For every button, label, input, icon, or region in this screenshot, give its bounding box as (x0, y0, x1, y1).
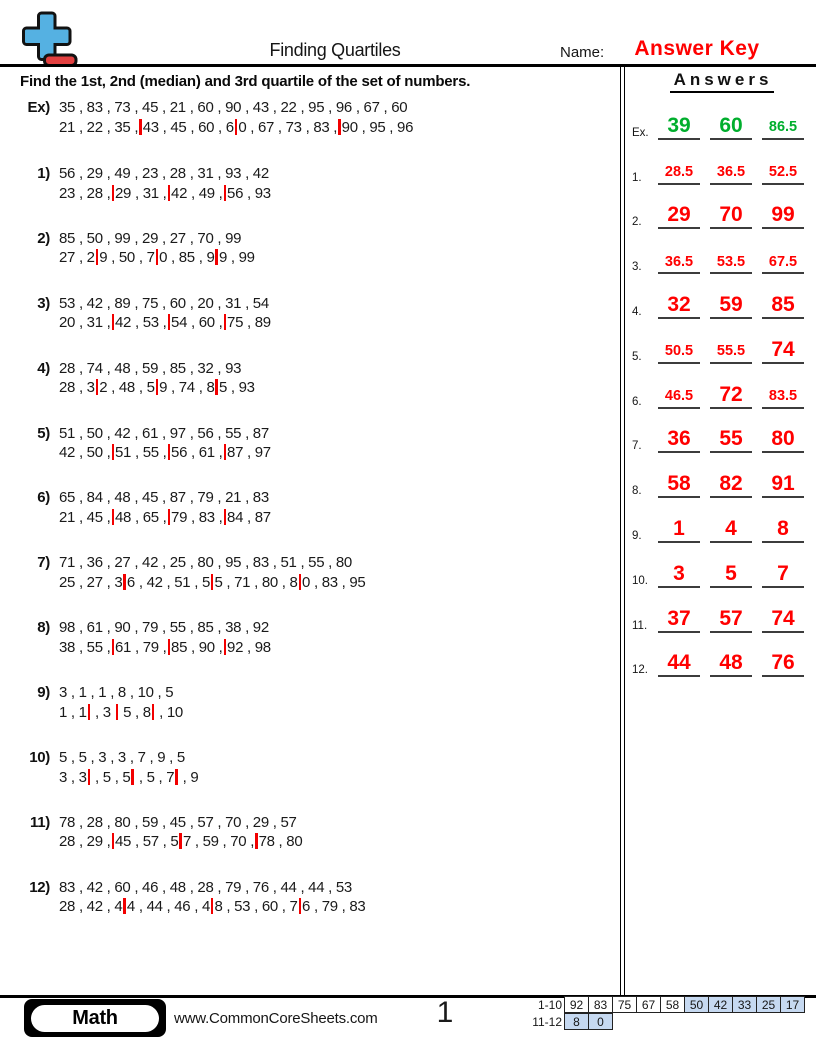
header-rule (0, 64, 816, 67)
answer-label: 3. (632, 261, 642, 274)
answer-row (632, 364, 814, 409)
sorted-segment: 21 , 45 , (59, 508, 111, 526)
quartile-bar (215, 249, 218, 265)
answer-value: 80 (762, 428, 804, 453)
problem-row (18, 98, 613, 164)
sorted-segment: 90 , 95 , 96 (341, 118, 414, 136)
score-row (520, 1013, 805, 1030)
answer-value: 55.5 (710, 344, 752, 364)
plus-icon (24, 13, 71, 60)
answer-value: 74 (762, 339, 804, 364)
problem-lines (59, 683, 183, 748)
answer-row (632, 140, 814, 185)
answer-value: 58 (658, 473, 700, 498)
quartile-bar (112, 639, 115, 655)
sorted-segment: 38 , 55 , (59, 638, 111, 656)
problem-lines (59, 294, 271, 359)
answer-value: 29 (658, 204, 700, 229)
sorted-segment: , 9 (178, 768, 199, 786)
score-cell: 42 (708, 996, 733, 1013)
problem-lines (59, 229, 255, 294)
answer-row (632, 588, 814, 633)
problem-sorted-line (59, 832, 302, 852)
problems-list (18, 98, 613, 943)
answer-value: 37 (658, 608, 700, 633)
quartile-bar (156, 249, 159, 265)
answer-value: 7 (762, 563, 804, 588)
answers-heading: Answers (632, 70, 812, 93)
score-cell: 33 (732, 996, 757, 1013)
sorted-segment: 0 , 85 , 9 (159, 249, 215, 267)
quartile-bar (168, 444, 171, 460)
sorted-segment: 2 , 48 , 5 (99, 379, 155, 397)
answer-row (632, 543, 814, 588)
sorted-segment: 23 , 28 , (59, 184, 111, 202)
score-cell: 0 (588, 1013, 613, 1030)
answer-key-label: Answer Key (634, 37, 760, 60)
problem-lines (59, 424, 271, 489)
problem-label: 12) (29, 878, 50, 896)
sorted-segment: , 5 , 7 (134, 768, 175, 786)
problem-unsorted-line: 65 , 84 , 48 , 45 , 87 , 79 , 21 , 83 (59, 489, 269, 507)
quartile-bar (299, 898, 302, 914)
answer-value: 82 (710, 473, 752, 498)
answer-value: 3 (658, 563, 700, 588)
answer-value: 59 (710, 294, 752, 319)
sorted-segment: 84 , 87 (227, 508, 271, 526)
answer-value: 83.5 (762, 389, 804, 409)
quartile-bar (96, 379, 99, 395)
answer-value: 28.5 (658, 165, 700, 185)
sorted-segment: 61 , 79 , (115, 638, 167, 656)
sorted-segment: 8 , 53 , 60 , 7 (214, 898, 298, 916)
column-divider (620, 67, 625, 995)
quartile-bar (299, 574, 302, 590)
score-cell: 67 (636, 996, 661, 1013)
sorted-segment: 48 , 65 , (115, 508, 167, 526)
answer-value: 85 (762, 294, 804, 319)
problem-label: Ex) (27, 99, 50, 116)
sorted-segment: 0 , 83 , 95 (302, 573, 366, 591)
sorted-segment: 54 , 60 , (171, 314, 223, 332)
problem-lines (59, 164, 271, 229)
problem-label: 7) (37, 554, 50, 572)
sorted-segment: 6 , 42 , 51 , 5 (126, 573, 210, 591)
problem-lines (59, 98, 413, 164)
quartile-bar (215, 379, 218, 395)
quartile-bar (116, 704, 119, 720)
score-cell: 83 (588, 996, 613, 1013)
problem-sorted-line (59, 118, 413, 138)
problem-sorted-line (59, 573, 365, 593)
quartile-bar (139, 119, 142, 135)
problem-row (18, 359, 613, 424)
answer-label: 2. (632, 216, 642, 229)
problem-unsorted-line: 3 , 1 , 1 , 8 , 10 , 5 (59, 684, 174, 702)
answer-value: 5 (710, 563, 752, 588)
sorted-segment: 5 , 93 (218, 379, 255, 397)
answer-value: 1 (658, 518, 700, 543)
score-cell: 8 (564, 1013, 589, 1030)
quartile-bar (112, 314, 115, 330)
problem-sorted-line (59, 768, 198, 788)
sorted-segment: 1 , 1 (59, 703, 87, 721)
sorted-segment: 6 , 79 , 83 (302, 898, 366, 916)
answer-row (632, 319, 814, 364)
problem-row (18, 229, 613, 294)
sorted-segment: , 3 (91, 703, 115, 721)
problem-lines (59, 618, 271, 683)
sorted-segment: 4 , 44 , 46 , 4 (126, 898, 210, 916)
problem-unsorted-line: 35 , 83 , 73 , 45 , 21 , 60 , 90 , 43 , 22 , 95 , 96 , 67 , 60 (59, 99, 408, 116)
sorted-segment: 78 , 80 (258, 833, 303, 851)
problem-sorted-line (59, 897, 365, 917)
quartile-bar (112, 185, 115, 201)
answer-value: 48 (710, 652, 752, 677)
answer-row (632, 453, 814, 498)
quartile-bar (131, 769, 134, 785)
problem-row (18, 294, 613, 359)
problem-label: 6) (37, 489, 50, 507)
problem-label: 2) (37, 229, 50, 247)
quartile-bar (255, 833, 258, 849)
score-table (520, 996, 805, 1030)
answer-value: 52.5 (762, 165, 804, 185)
answer-value: 99 (762, 204, 804, 229)
problem-label: 1) (37, 165, 50, 182)
page-number: 1 (436, 996, 454, 1029)
problem-label: 8) (37, 619, 50, 637)
answer-value: 70 (710, 204, 752, 229)
problem-row (18, 683, 613, 748)
sorted-segment: 9 , 50 , 7 (99, 249, 155, 267)
sorted-segment: 5 , 71 , 80 , 8 (214, 573, 298, 591)
sorted-segment: , 5 , 5 (91, 768, 131, 786)
answer-label: Ex. (632, 126, 649, 139)
quartile-bar (235, 119, 238, 135)
score-cell: 92 (564, 996, 589, 1013)
quartile-bar (112, 509, 115, 525)
problem-label: 9) (37, 684, 50, 702)
quartile-bar (224, 444, 227, 460)
score-row-label: 11-12 (532, 1014, 562, 1029)
math-badge (24, 999, 166, 1037)
sorted-segment: 7 , 59 , 70 , (182, 833, 255, 851)
answer-value: 72 (710, 384, 752, 409)
answer-value: 36 (658, 428, 700, 453)
problem-label: 4) (37, 359, 50, 377)
answer-value: 74 (762, 608, 804, 633)
problem-sorted-line (59, 638, 271, 658)
quartile-bar (156, 379, 159, 395)
answer-row (632, 95, 814, 140)
problem-row (18, 748, 613, 813)
quartile-bar (168, 509, 171, 525)
problem-label: 3) (37, 294, 50, 312)
problem-lines (59, 553, 365, 618)
problem-unsorted-line: 53 , 42 , 89 , 75 , 60 , 20 , 31 , 54 (59, 294, 269, 312)
sorted-segment: 28 , 42 , 4 (59, 898, 123, 916)
answer-value: 8 (762, 518, 804, 543)
problem-lines (59, 488, 271, 553)
sorted-segment: 3 , 3 (59, 768, 87, 786)
answer-label: 9. (632, 529, 642, 542)
answer-value: 36.5 (710, 165, 752, 185)
sorted-segment: 9 , 99 (218, 249, 255, 267)
answer-label: 7. (632, 440, 642, 453)
score-cell: 50 (684, 996, 709, 1013)
answer-label: 10. (632, 574, 648, 587)
name-label: Name: (560, 44, 605, 61)
quartile-bar (152, 704, 155, 720)
problem-label: 10) (29, 749, 50, 767)
sorted-segment: 87 , 97 (227, 444, 271, 462)
problem-row (18, 424, 613, 489)
problem-unsorted-line: 5 , 5 , 3 , 3 , 7 , 9 , 5 (59, 749, 185, 767)
sorted-segment: 56 , 93 (227, 184, 271, 202)
site-url: www.CommonCoreSheets.com (174, 1010, 378, 1027)
problem-lines (59, 878, 365, 943)
answer-label: 6. (632, 395, 642, 408)
quartile-bar (112, 444, 115, 460)
sorted-segment: 75 , 89 (227, 314, 271, 332)
answer-value: 53.5 (710, 255, 752, 275)
sorted-segment: 42 , 50 , (59, 444, 111, 462)
problem-row (18, 488, 613, 553)
page-title: Finding Quartiles (269, 40, 401, 60)
problem-unsorted-line: 85 , 50 , 99 , 29 , 27 , 70 , 99 (59, 229, 242, 247)
answer-value: 46.5 (658, 389, 700, 409)
quartile-bar (168, 639, 171, 655)
problem-row (18, 164, 613, 229)
answer-value: 50.5 (658, 344, 700, 364)
instruction-text: Find the 1st, 2nd (median) and 3rd quartile of the set of numbers. (20, 73, 471, 90)
problem-unsorted-line: 56 , 29 , 49 , 23 , 28 , 31 , 93 , 42 (59, 165, 269, 182)
quartile-bar (112, 833, 115, 849)
answer-row (632, 498, 814, 543)
quartile-bar (96, 249, 99, 265)
quartile-bar (123, 898, 126, 914)
score-cell: 25 (756, 996, 781, 1013)
problem-row (18, 878, 613, 943)
answer-value: 36.5 (658, 255, 700, 275)
problem-label: 11) (30, 813, 50, 831)
sorted-segment: 27 , 2 (59, 249, 95, 267)
answer-value: 91 (762, 473, 804, 498)
sorted-segment: 25 , 27 , 3 (59, 573, 123, 591)
answer-label: 12. (632, 664, 648, 677)
answer-value: 67.5 (762, 255, 804, 275)
score-row (520, 996, 805, 1013)
sorted-segment: 28 , 29 , (59, 833, 111, 851)
quartile-bar (168, 314, 171, 330)
answer-row (632, 185, 814, 230)
problem-lines (59, 813, 302, 878)
problem-lines (59, 359, 255, 424)
problem-unsorted-line: 51 , 50 , 42 , 61 , 97 , 56 , 55 , 87 (59, 424, 269, 442)
answer-label: 5. (632, 350, 642, 363)
sorted-segment: 56 , 61 , (171, 444, 223, 462)
answer-value: 4 (710, 518, 752, 543)
problem-sorted-line (59, 378, 255, 398)
sorted-segment: 45 , 57 , 5 (115, 833, 179, 851)
answer-value: 57 (710, 608, 752, 633)
answer-label: 4. (632, 305, 642, 318)
score-cell: 58 (660, 996, 685, 1013)
quartile-bar (168, 185, 171, 201)
problem-sorted-line (59, 184, 271, 204)
answer-value: 86.5 (762, 120, 804, 140)
quartile-bar (224, 185, 227, 201)
sorted-segment: 42 , 49 , (171, 184, 223, 202)
problem-unsorted-line: 71 , 36 , 27 , 42 , 25 , 80 , 95 , 83 , 51 , 55 , 80 (59, 554, 352, 572)
sorted-segment: 51 , 55 , (115, 444, 167, 462)
sorted-segment: 43 , 45 , 60 , 6 (142, 118, 234, 136)
quartile-bar (88, 704, 91, 720)
sorted-segment: 28 , 3 (59, 379, 95, 397)
answer-label: 1. (632, 171, 642, 184)
problem-unsorted-line: 83 , 42 , 60 , 46 , 48 , 28 , 79 , 76 , 44 , 44 , 53 (59, 878, 352, 896)
sorted-segment: 0 , 67 , 73 , 83 , (238, 118, 338, 136)
problem-label: 5) (37, 424, 50, 442)
problem-unsorted-line: 28 , 74 , 48 , 59 , 85 , 32 , 93 (59, 359, 242, 377)
answers-list (632, 95, 814, 677)
answer-value: 60 (710, 115, 752, 140)
quartile-bar (224, 509, 227, 525)
answer-value: 44 (658, 652, 700, 677)
quartile-bar (123, 574, 126, 590)
answer-value: 55 (710, 428, 752, 453)
problem-sorted-line (59, 313, 271, 333)
answer-row (632, 274, 814, 319)
problem-sorted-line (59, 703, 183, 723)
problem-row (18, 813, 613, 878)
answer-value: 39 (658, 115, 700, 140)
answer-value: 76 (762, 652, 804, 677)
score-cell: 75 (612, 996, 637, 1013)
answer-row (632, 229, 814, 274)
answer-value: 32 (658, 294, 700, 319)
answer-row (632, 409, 814, 454)
sorted-segment: 42 , 53 , (115, 314, 167, 332)
quartile-bar (175, 769, 178, 785)
answer-label: 11. (632, 619, 648, 632)
sorted-segment: , 10 (155, 703, 183, 721)
quartile-bar (338, 119, 341, 135)
problem-unsorted-line: 78 , 28 , 80 , 59 , 45 , 57 , 70 , 29 , 57 (59, 813, 297, 831)
problem-sorted-line (59, 508, 271, 528)
score-cell: 17 (780, 996, 805, 1013)
problem-unsorted-line: 98 , 61 , 90 , 79 , 55 , 85 , 38 , 92 (59, 619, 269, 637)
sorted-segment: 21 , 22 , 35 , (59, 118, 139, 136)
sorted-segment: 9 , 74 , 8 (159, 379, 215, 397)
sorted-segment: 85 , 90 , (171, 638, 223, 656)
problem-row (18, 618, 613, 683)
answer-row (632, 633, 814, 678)
quartile-bar (179, 833, 182, 849)
problem-lines (59, 748, 198, 813)
quartile-bar (224, 639, 227, 655)
sorted-segment: 92 , 98 (227, 638, 271, 656)
score-row-label: 1-10 (537, 997, 562, 1012)
quartile-bar (224, 314, 227, 330)
problem-row (18, 553, 613, 618)
sorted-segment: 29 , 31 , (115, 184, 167, 202)
sorted-segment: 79 , 83 , (171, 508, 223, 526)
math-badge-label: Math (31, 1005, 159, 1032)
quartile-bar (88, 769, 91, 785)
sorted-segment: 20 , 31 , (59, 314, 111, 332)
problem-sorted-line (59, 248, 255, 268)
problem-sorted-line (59, 443, 271, 463)
sorted-segment: 5 , 8 (119, 703, 151, 721)
answer-label: 8. (632, 485, 642, 498)
